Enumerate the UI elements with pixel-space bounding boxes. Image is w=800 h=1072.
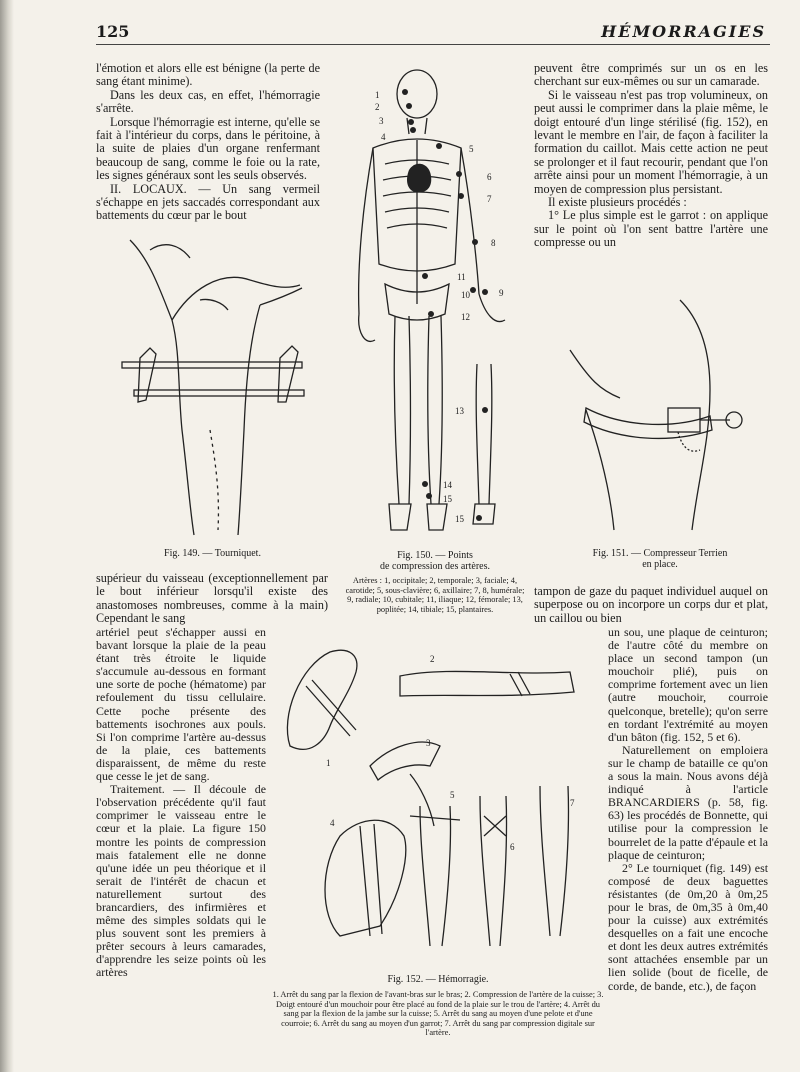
paragraph: Si le vaisseau n'est pas trop volumineux, on peut aussi le comprimer dans la plaie même, le doigt entouré d'un linge stérilisé (fig. 152), en levant le membre en l'air, de façon à faciliter la formation du caillot. Mais cette action ne peut se prolonger et il faut recourir, pendant que l'on arrête ainsi pour un moment l'hémorragie, à un moyen de compression plus persistant. (534, 87, 768, 196)
figure-151-compressor (560, 280, 760, 540)
label-4: 4 (381, 132, 386, 142)
text-column-left-narrow (96, 626, 266, 980)
label-11: 11 (457, 272, 466, 282)
page-number: 125 (96, 22, 130, 41)
paragraph: artériel peut s'échapper aussi en bavant lorsque la plaie de la peau étant très étroite le liquide s'accumule au-dessous en formant une sorte de poche (hématome) par refoulement du tissu cellulaire. Cette poche présente des battements isochrones aux pouls. Si l'on comprime l'artère au-dessus de la plaie, ces battements disparaissent, de même du reste que cesse le jet de sang. (96, 625, 266, 784)
text-column-left-mid (96, 572, 328, 626)
figure-152-caption: Fig. 152. — Hémorragie. (387, 974, 489, 985)
paragraph: peuvent être comprimés sur un os en les cherchant sur eux-mêmes ou sur un camarade. (534, 61, 768, 89)
fig152-label-2: 2 (430, 654, 435, 664)
header-rule (96, 44, 770, 45)
label-12: 12 (461, 312, 470, 322)
paragraph: Naturellement on emploiera sur le champ de bataille ce qu'on a sous la main. Nous avons déjà indiqué à l'article BRANCARDIERS (p. 58, fig. 63) les procédés de Bonnette, qui utilise pour la compression le bourrelet de la patte d'épaule et la plaque de ceinturon; (608, 742, 768, 862)
figure-152-legend: 1. Arrêt du sang par la flexion de l'avant-bras sur le bras; 2. Compression de l'artère de la cuisse; 3. Doigt entouré d'un mouchoir pour être placé au fond de la plaie sur le trou de l'artère; 4. Arrêt du sang par la flexion de la jambe sur la cuisse; 5. Arrêt du sang au moyen d'une pelote et d'une courroie; 6. Arrêt du sang au moyen d'un garrot; 7. Arrêt du sang par compression digitale sur l'artère. (272, 990, 604, 1038)
fig152-label-3: 3 (426, 738, 431, 748)
paragraph: Traitement. — Il découle de l'observation précédente qu'il faut comprimer le vaisseau entre le cœur et la plaie. La figure 150 montre les points de compression mais fatalement elle ne donne qu'une idée un peu théorique et il serait de l'intérêt de chacun et naturellement surtout des brancardiers, des infirmières et même des simples soldats qui le plus souvent sont les premiers à prêter secours à leurs camarades, d'apprendre les seize points où les artères (96, 782, 266, 980)
label-2: 2 (375, 102, 380, 112)
paragraph: II. LOCAUX. — Un sang vermeil s'échappe en jets saccadés correspondant aux battements du cœur par le bout (96, 181, 320, 223)
text-column-right-mid (534, 585, 768, 625)
paragraph: 2° Le tourniquet (fig. 149) est composé de deux baguettes résistantes (de 0m,20 à 0m,25 pour le bras, de 0m,35 à 0m,40 pour la cuisse) aux extrémités desquelles on a fait une encoche et dont les deux autres extrémités sont attachées ensemble par un lien solide (bout de ficelle, de corde, de bande, etc.), de façon (608, 860, 768, 993)
label-10: 10 (461, 290, 470, 300)
figure-151-caption (560, 548, 760, 570)
paragraph: l'émotion et alors elle est bénigne (la perte de sang étant minime). (96, 61, 320, 89)
paragraph: tampon de gaze du paquet individuel auquel on superpose ou on incorpore un corps dur et plat, un caillou ou bien (534, 584, 768, 625)
label-5: 5 (469, 144, 474, 154)
label-8: 8 (491, 238, 496, 248)
text-column-right-narrow (608, 626, 768, 993)
fig152-label-1: 1 (326, 758, 331, 768)
figure-150-caption (345, 550, 525, 572)
label-3: 3 (379, 116, 384, 126)
running-title: HÉMORRAGIES (601, 22, 766, 41)
fig152-label-4: 4 (330, 818, 335, 828)
label-15: 15 (443, 494, 452, 504)
figure-150-legend: Artères : 1, occipitale; 2, temporale; 3, faciale; 4, carotide; 5, sous-clavière; 6, axillaire; 7, 8, humérale; 9, radiale; 10, cubitale; 11, iliaque; 12, fémorale; 13, poplitée; 14, tibiale; 15, plantaires. (345, 576, 525, 614)
label-15b: 15 (455, 514, 464, 524)
text-column-right-top (534, 62, 768, 250)
figure-149-tourniquet (110, 230, 315, 540)
figure-150-caption-line2: de compression des artères. (380, 561, 490, 572)
binding-shadow (0, 0, 14, 1072)
label-1: 1 (375, 90, 380, 100)
figure-149-caption: Fig. 149. — Tourniquet. (164, 548, 261, 559)
fig152-label-5: 5 (450, 790, 455, 800)
label-13: 13 (455, 406, 464, 416)
text-column-left-top (96, 62, 320, 223)
label-14: 14 (443, 480, 452, 490)
paragraph: un sou, une plaque de ceinturon; de l'autre côté du membre on place un second tampon (un mouchoir plié), puis on comprime fortement avec un lien (autre mouchoir, courroie quelconque, bretelle); qu'on serre en tordant l'extrémité au moyen d'un bâton (fig. 152, 5 et 6). (608, 625, 768, 744)
figure-151-caption-line2: en place. (642, 559, 678, 570)
fig152-label-6: 6 (510, 842, 515, 852)
figure-150-compression-points (345, 64, 525, 534)
label-7: 7 (487, 194, 492, 204)
label-9: 9 (499, 288, 504, 298)
fig152-label-7: 7 (570, 798, 575, 808)
figure-152-hemorrhage (270, 636, 600, 966)
figure-150-caption-line1: Fig. 150. — Points (397, 550, 473, 561)
paragraph: Lorsque l'hémorragie est interne, qu'elle se fait à l'intérieur du corps, dans le péritoine, à la suite de plaies d'un organe renfermant beaucoup de sang, comme le foie ou la rate, les signes généraux sont les seuls observés. (96, 114, 320, 183)
paragraph: 1° Le plus simple est le garrot : on applique sur le point où l'on sent battre l'artère une compresse ou un (534, 208, 768, 250)
paragraph: Il existe plusieurs procédés : (548, 195, 687, 210)
figure-151-caption-line1: Fig. 151. — Compresseur Terrien (592, 548, 728, 559)
paragraph: supérieur du vaisseau (exceptionnellement par le bout inférieur lorsqu'il existe des anastomoses nombreuses, comme à la main) Cependant le sang (96, 571, 328, 626)
paragraph: Dans les deux cas, en effet, l'hémorragie s'arrête. (96, 87, 320, 116)
label-6: 6 (487, 172, 492, 182)
